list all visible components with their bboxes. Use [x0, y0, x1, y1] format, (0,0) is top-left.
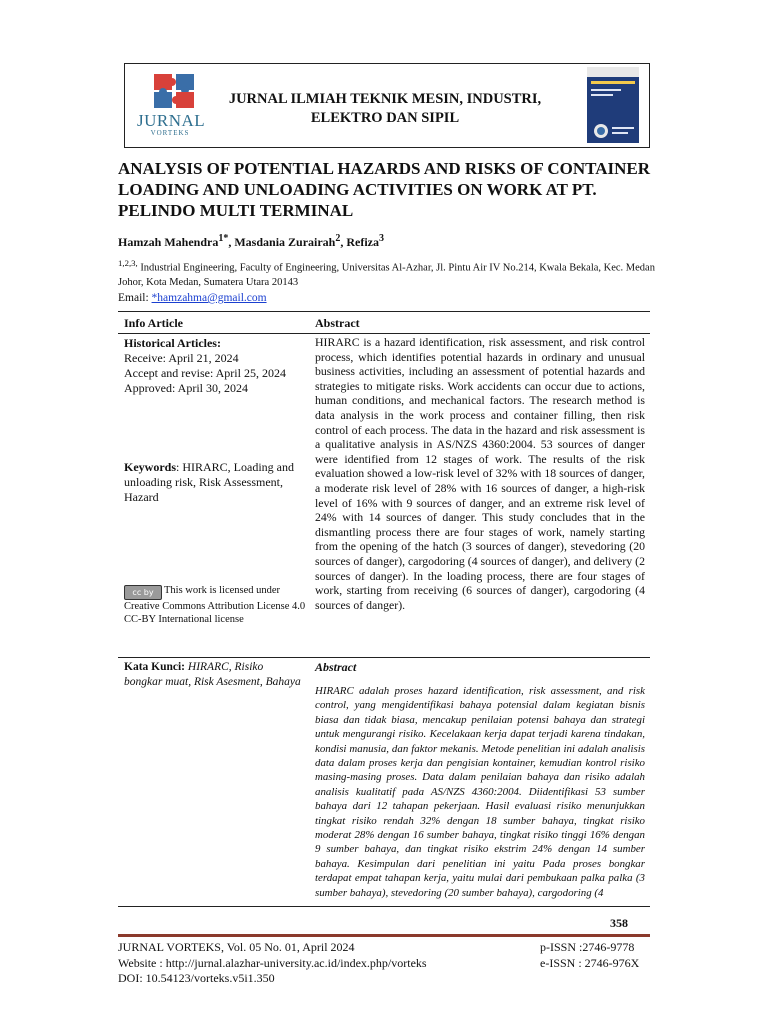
table-header-rule	[118, 333, 650, 334]
info-article-heading: Info Article	[124, 316, 183, 330]
creative-commons-icon: cc by	[124, 585, 162, 600]
journal-title: JURNAL ILMIAH TEKNIK MESIN, INDUSTRI, ELEKTRO DAN SIPIL	[228, 91, 542, 126]
logo-word: JURNAL	[137, 111, 206, 130]
table-bottom-rule	[118, 906, 650, 907]
footer-issn: p-ISSN :2746-9778 e-ISSN : 2746-976X	[540, 940, 640, 970]
abstract-english: HIRARC is a hazard identification, risk assessment, and risk control process, which identifies potential hazards in ordinary and unusual business activities, including an assessment of potential hazards and strategies to mitigate risks. Work accidents can occur due to actions, human conditions, and mechanical factors. The research method is data analysis in the work process and container filling, then risk control of each process. The data in the hazard and risk assessment is a qualitative analysis in AS/NZS 4360:2004. 53 sources of danger were identified from 12 stages of work. The results of the risk evaluation showed a low-risk level of 32% with 18 sources of danger, a moderate risk level of 28% with 16 sources of danger, a high-risk level of 16% with 9 sources of danger, and an extreme risk level of 24% with 14 sources of danger. This study concludes that in the dismantling process there are four stages of work, namely starting from the opening of the hatch (3 sources of danger), stevedoring (20 sources of danger), cargodoring (4 sources of danger), and delivery (2 sources of danger). In the loading process, there are four stages of work, starting from receiving (6 sources of danger), cargodoring (4 sources of danger).	[315, 335, 645, 612]
author-name: Masdania Zurairah	[234, 235, 336, 249]
table-mid-rule	[118, 657, 650, 658]
license-notice: cc by This work is licensed under Creative Commons Attribution License 4.0 CC-BY International license	[124, 585, 306, 625]
email-line: Email: *hamzahma@gmail.com	[118, 292, 267, 304]
author-name: Hamzah Mahendra	[118, 235, 219, 249]
abstract-heading: Abstract	[315, 316, 360, 330]
journal-cover-image	[587, 67, 639, 143]
keywords: Keywords: HIRARC, Loading and unloading risk, Risk Assessment, Hazard	[124, 460, 294, 504]
page-number: 358	[610, 916, 628, 930]
logo-subtext: VORTEKS	[150, 129, 190, 137]
footer-left: JURNAL VORTEKS, Vol. 05 No. 01, April 2024 Website : http://jurnal.alazhar-university.ac.id/index.php/vorteks DOI: 10.54123/vorteks.v5i1.350	[118, 940, 427, 985]
paper-title: ANALYSIS OF POTENTIAL HAZARDS AND RISKS OF CONTAINER LOADING AND UNLOADING ACTIVITIES ON WORK AT PT. PELINDO MULTI TERMINAL	[118, 159, 650, 220]
author-name: Refiza	[346, 235, 380, 249]
author-list: Hamzah Mahendra$^{1*}$, Masdania Zurairah$^2$, Refiza$^3$	[118, 233, 385, 249]
abstract-indonesian-heading: Abstract	[315, 660, 357, 674]
abstract-indonesian: HIRARC adalah proses hazard identification, risk assessment, and risk control, yang mengidentifikasi bahaya potensial dalam kegiatan bisnis biasa dan tidak biasa, mencakup penilaian potensi bahaya dan strategi untuk mengurangi risiko. Kecelakaan kerja dapat terjadi karena tindakan, kondisi manusia, dan faktor mekanis. Metode penelitian ini adalah analisis data dalam proses kerja dan pengisian kontainer, kemudian kontrol risiko masing-masing proses. Data dalam penilaian bahaya dan risiko adalah analisis kualitatif pada AS/NZS 4360:2004. Diidentifikasi 53 sumber bahaya dari 12 tahapan pekerjaan. Hasil evaluasi risiko menunjukkan tingkat risiko rendah 32% dengan 18 sumber bahaya, tingkat risiko moderat 28% dengan 16 sumber bahaya, tingkat risiko tinggi 16% dengan 9 sumber bahaya, dan tingkat risiko ekstrim 24% dengan 14 sumber bahaya. Kesimpulan dari penelitian ini yaitu Pada proses bongkar terdapat empat tahapan kerja, yaitu mulai dari pembukaan palka palka (3 sumber bahaya), stevedoring (20 sumber bahaya), cargodoring (4	[315, 685, 645, 899]
kata-kunci: Kata Kunci: HIRARC, Risiko bongkar muat, Risk Asesment, Bahaya	[124, 661, 301, 688]
historical-articles: Historical Articles: Receive: April 21, 2024 Accept and revise: April 25, 2024 Approved: April 30, 2024	[124, 336, 286, 395]
footer-rule	[118, 934, 650, 937]
table-top-rule	[118, 311, 650, 312]
email-link[interactable]: *hamzahma@gmail.com	[151, 292, 267, 304]
affiliation: $^{1,2,3,}$ Industrial Engineering, Faculty of Engineering, Universitas Al-Azhar, Jl. Pintu Air IV No.214, Kwala Bekala, Kec. Medan Johor, Kota Medan, Sumatera Utara 20143	[118, 258, 655, 288]
